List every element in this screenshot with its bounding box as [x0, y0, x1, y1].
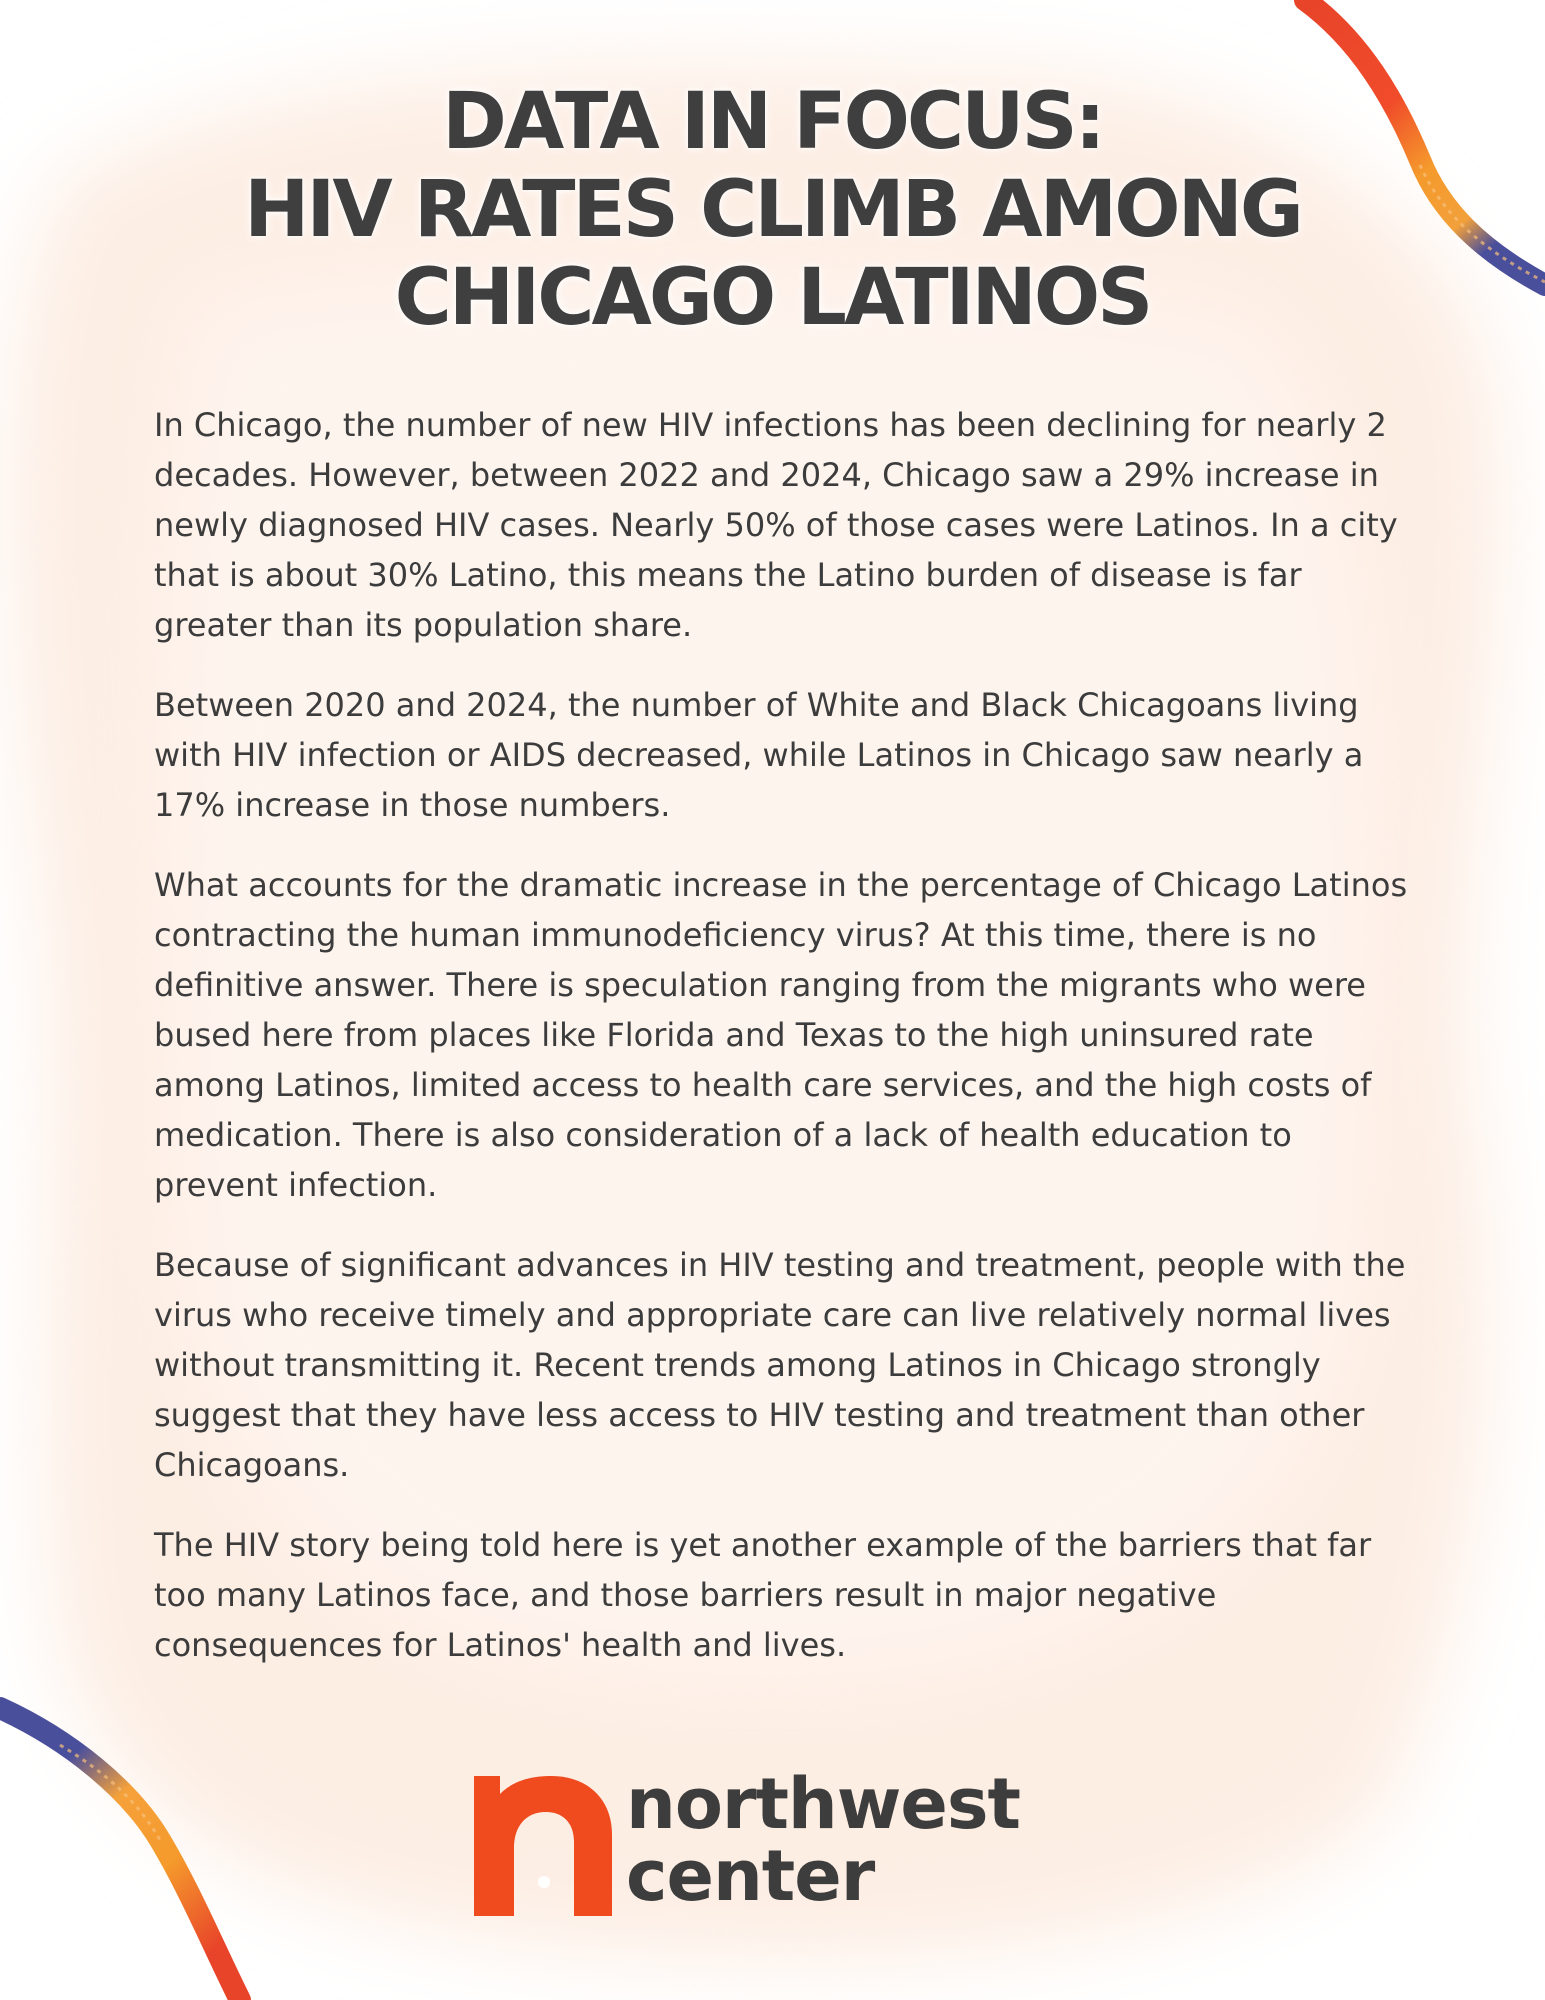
page-title [120, 78, 1425, 342]
title-line-3: CHICAGO LATINOS [394, 253, 1151, 343]
paragraph-5: The HIV story being told here is yet another example of the barriers that far too many Latinos face, and those barriers result in major negative consequences for Latinos' health and lives. [154, 1526, 1372, 1664]
northwest-center-logo-mark-icon [474, 1776, 612, 1916]
logo-word-northwest: northwest [626, 1763, 1021, 1845]
title-line-1: DATA IN FOCUS: [442, 77, 1103, 167]
paragraph-3: What accounts for the dramatic increase in the percentage of Chicago Latinos contracting the human immunodeficiency virus? At this time, there is no definitive answer. There is speculation ranging from the migrants who were bused here from places like Florida and Texas to the high uninsured rate among Latinos, limited access to health care services, and the high costs of medication. There is also consideration of a lack of health education to prevent infection. [154, 866, 1408, 1204]
paragraph-1: In Chicago, the number of new HIV infections has been declining for nearly 2 decades. However, between 2022 and 2024, Chicago saw a 29% increase in newly diagnosed HIV cases. Nearly 50% of those cases were Latinos. In a city that is about 30% Latino, this means the Latino burden of disease is far greater than its population share. [154, 406, 1398, 644]
logo-wordmark [626, 1763, 1021, 1917]
paragraph-4: Because of significant advances in HIV testing and treatment, people with the virus who receive timely and appropriate care can live relatively normal lives without transmitting it. Recent trends among Latinos in Chicago strongly suggest that they have less access to HIV testing and treatment than other Chicagoans. [154, 1246, 1406, 1484]
title-line-2: HIV RATES CLIMB AMONG [244, 165, 1301, 255]
northwest-center-logo [474, 1763, 1094, 1926]
logo-word-center: center [626, 1835, 875, 1917]
article-body [154, 400, 1424, 1700]
paragraph-2: Between 2020 and 2024, the number of White and Black Chicagoans living with HIV infection or AIDS decreased, while Latinos in Chicago saw nearly a 17% increase in those numbers. [154, 686, 1364, 824]
